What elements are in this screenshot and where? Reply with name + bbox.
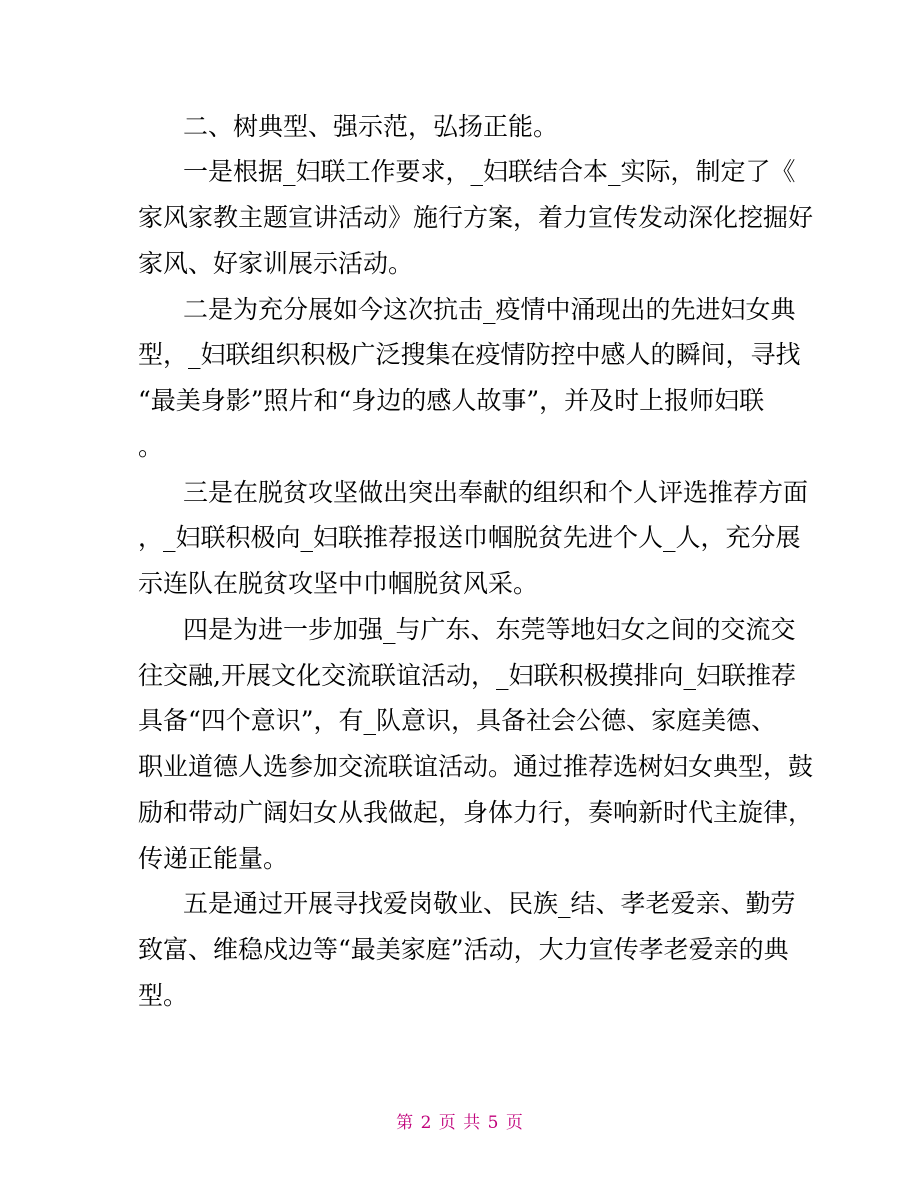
paragraph-line: 致富、维稳戍边等“最美家庭”活动，大力宣传孝老爱亲的典 (138, 935, 789, 964)
paragraph-line: 具备“四个意识”，有_队意识，具备社会公德、家庭美德、 (138, 706, 777, 735)
paragraph-line: 励和带动广阔妇女从我做起，身体力行，奏响新时代主旋律， (138, 798, 814, 827)
paragraph-line: 一是根据_妇联工作要求，_妇联结合本_实际，制定了《 (183, 157, 796, 186)
paragraph-line: “最美身影”照片和“身边的感人故事”，并及时上报师妇联 (138, 386, 765, 415)
paragraph-line: 示连队在脱贫攻坚中巾帼脱贫风采。 (138, 569, 539, 598)
paragraph-line: 四是为进一步加强_与广东、东莞等地妇女之间的交流交 (183, 615, 796, 644)
paragraph-line: 职业道德人选参加交流联谊活动。通过推荐选树妇女典型，鼓 (138, 752, 814, 781)
paragraph-line: 传递正能量。 (138, 844, 289, 873)
paragraph-heading-line: 二、树典型、强示范，弘扬正能。 (183, 112, 559, 141)
paragraph-line: 往交融,开展文化交流联谊活动，_妇联积极摸排向_妇联推荐 (138, 661, 796, 690)
page-number-footer: 第 2 页 共 5 页 (396, 1113, 524, 1133)
paragraph-line: 型，_妇联组织积极广泛搜集在疫情防控中感人的瞬间，寻找 (138, 340, 801, 369)
paragraph-line: 三是在脱贫攻坚做出突出奉献的组织和个人评选推荐方面 (183, 478, 809, 507)
paragraph-line: 五是通过开展寻找爱岗敬业、民族_结、孝老爱亲、勤劳 (183, 889, 796, 918)
paragraph-line: ，_妇联积极向_妇联推荐报送巾帼脱贫先进个人_人，充分展 (138, 523, 801, 552)
paragraph-line: 。 (138, 432, 164, 461)
paragraph-line: 家风家教主题宣讲活动》施行方案，着力宣传发动深化挖掘好 (138, 203, 814, 232)
paragraph-line: 型。 (138, 981, 189, 1010)
paragraph-line: 家风、好家训展示活动。 (138, 249, 414, 278)
paragraph-line: 二是为充分展如今这次抗击_疫情中涌现出的先进妇女典 (183, 295, 796, 324)
